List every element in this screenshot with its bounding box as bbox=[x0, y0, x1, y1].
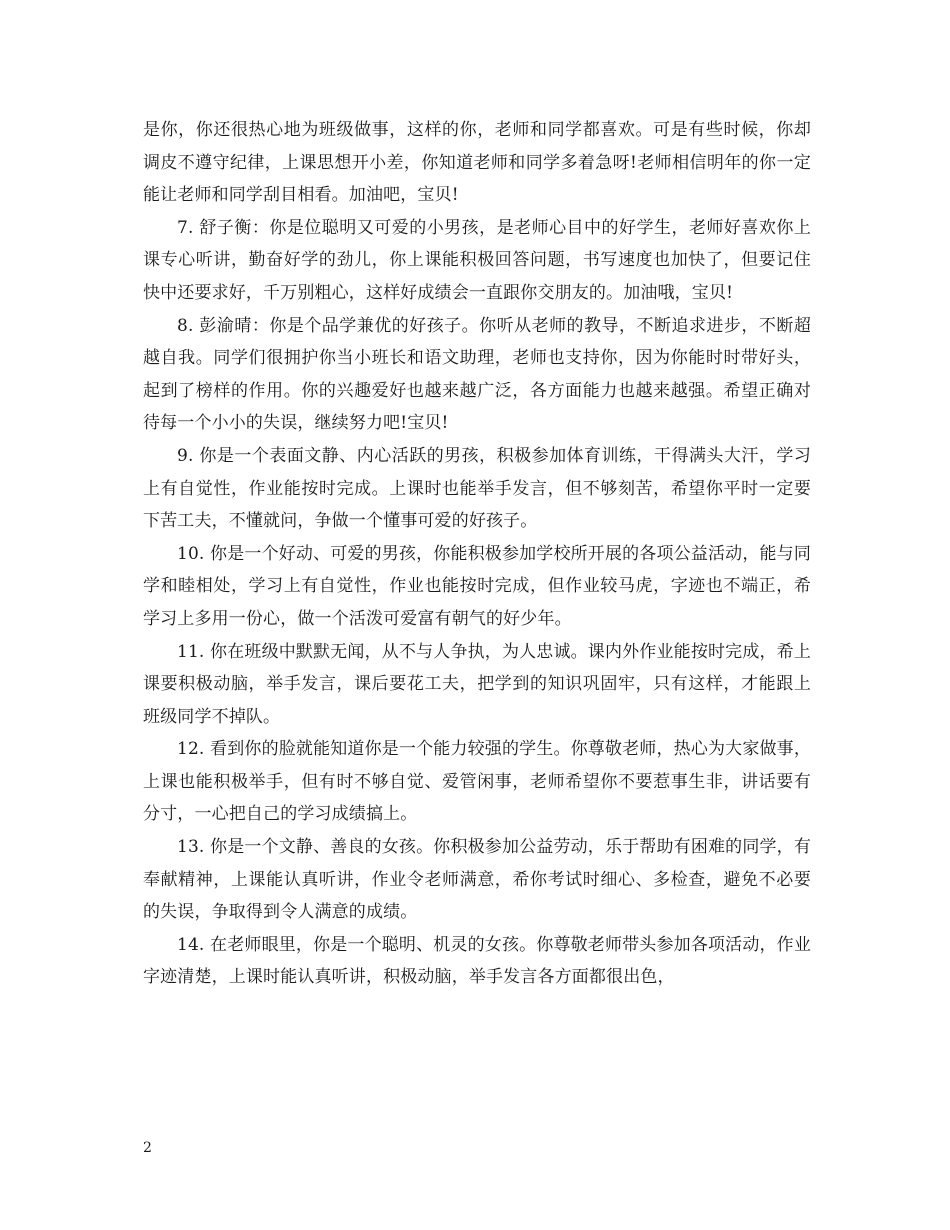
document-body bbox=[143, 114, 811, 994]
page-number: 2 bbox=[143, 1140, 152, 1156]
paragraph-item-13: 13. 你是一个文静、善良的女孩。你积极参加公益劳动，乐于帮助有困难的同学，有奉献精神，上课能认真听讲，作业令老师满意，希你考试时细心、多检查，避免不必要的失误，争取得到令人满意的成绩。 bbox=[143, 837, 811, 923]
paragraph-item-8: 8. 彭渝晴：你是个品学兼优的好孩子。你听从老师的教导，不断追求进步，不断超越自我。同学们很拥护你当小班长和语文助理，老师也支持你，因为你能时时带好头，起到了榜样的作用。你的兴趣爱好也越来越广泛，各方面能力也越来越强。希望正确对待每一个小小的失误，继续努力吧!宝贝! bbox=[143, 315, 811, 434]
paragraph-item-12: 12. 看到你的脸就能知道你是一个能力较强的学生。你尊敬老师，热心为大家做事，上课也能积极举手，但有时不够自觉、爱管闲事，老师希望你不要惹事生非，讲话要有分寸，一心把自己的学习成绩搞上。 bbox=[143, 739, 811, 825]
paragraph-continuation: 是你，你还很热心地为班级做事，这样的你，老师和同学都喜欢。可是有些时候，你却调皮不遵守纪律，上课思想开小差，你知道老师和同学多着急呀!老师相信明年的你一定能让老师和同学刮目相看。加油吧，宝贝! bbox=[143, 120, 811, 206]
paragraph-item-14: 14. 在老师眼里，你是一个聪明、机灵的女孩。你尊敬老师带头参加各项活动，作业字迹清楚，上课时能认真听讲，积极动脑，举手发言各方面都很出色， bbox=[143, 934, 811, 988]
paragraph-item-9: 9. 你是一个表面文静、内心活跃的男孩，积极参加体育训练，干得满头大汗，学习上有自觉性，作业能按时完成。上课时也能举手发言，但不够刻苦，希望你平时一定要下苦工夫，不懂就问，争做一个懂事可爱的好孩子。 bbox=[143, 445, 811, 532]
paragraph-item-11: 11. 你在班级中默默无闻，从不与人争执，为人忠诚。课内外作业能按时完成，希上课要积极动脑，举手发言，课后要花工夫，把学到的知识巩固牢，只有这样，才能跟上班级同学不掉队。 bbox=[143, 641, 811, 727]
paragraph-item-7: 7. 舒子衡：你是位聪明又可爱的小男孩，是老师心目中的好学生，老师好喜欢你上课专心听讲，勤奋好学的劲儿，你上课能积极回答问题，书写速度也加快了，但要记住快中还要求好，千万别粗心，这样好成绩会一直跟你交朋友的。加油哦，宝贝! bbox=[143, 217, 811, 303]
paragraph-item-10: 10. 你是一个好动、可爱的男孩，你能积极参加学校所开展的各项公益活动，能与同学和睦相处，学习上有自觉性，作业也能按时完成，但作业较马虎，字迹也不端正，希学习上多用一份心，做一个活泼可爱富有朝气的好少年。 bbox=[143, 543, 811, 629]
